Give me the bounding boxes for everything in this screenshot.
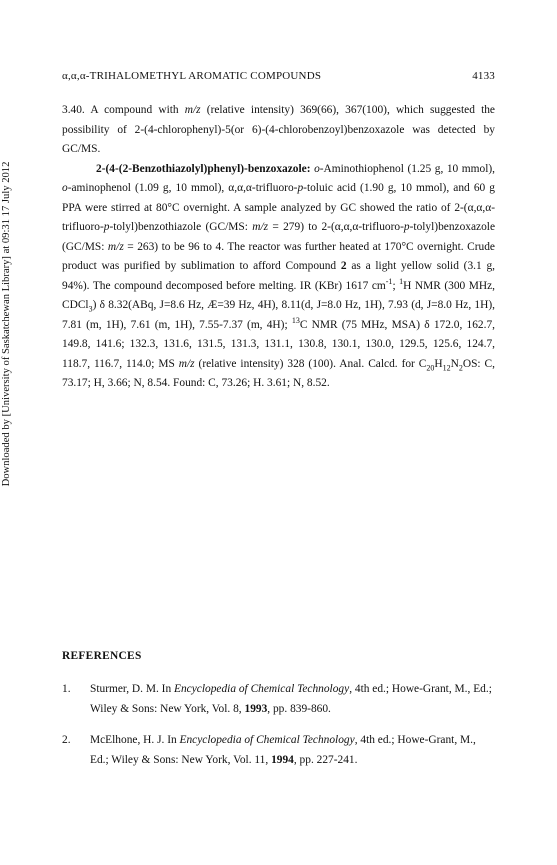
page-number: 4133 <box>472 70 495 82</box>
running-header <box>62 70 495 86</box>
reference-number: 2. <box>62 734 71 746</box>
references-list <box>62 679 495 781</box>
reference-item: 2. McElhone, H. J. In Encyclopedia of Chemical Technology, 4th ed.; Howe-Grant, M., Ed.; Wiley & Sons: New York, Vol. 11, 1994, pp. 227-241. <box>62 730 495 770</box>
reference-item: 1. Sturmer, D. M. In Encyclopedia of Chemical Technology, 4th ed.; Howe-Grant, M., Ed.; Wiley & Sons: New York, Vol. 8, 1993, pp. 839-860. <box>62 679 495 719</box>
paragraph-continued: 3.40. A compound with m/z (relative intensity) 369(66), 367(100), which suggested the possibility of 2-(4-chlorophenyl)-5(or 6)-(4-chlorobenzoyl)benzoxazole was detected by GC/MS. <box>62 104 495 155</box>
compound-name: 2-(4-(2-Benzothiazolyl)phenyl)-benzoxazole: <box>96 162 311 175</box>
reference-number: 1. <box>62 683 71 695</box>
paragraph-compound-2: 2-(4-(2-Benzothiazolyl)phenyl)-benzoxazole: o-Aminothiophenol (1.25 g, 10 mmol), o-aminophenol (1.09 g, 10 mmol), α,α,α-trifluoro-p-toluic acid (1.90 g, 10 mmol), and 60 g PPA were stirred at 80°C overnight. A sample analyzed by GC showed the ratio of 2-(α,α,α-trifluoro-p-tolyl)benzothiazole (GC/MS: m/z = 279) to 2-(α,α,α-trifluoro-p-tolyl)benzoxazole (GC/MS: m/z = 263) to be 96 to 4. The reactor was further heated at 170°C overnight. Crude product was purified by sublimation to afford Compound 2 as a light yellow solid (3.1 g, 94%). The compound decomposed before melting. IR (KBr) 1617 $cm^{-1}$; $^1$H NMR (300 MHz, CDCl$_3$) δ 8.32(ABq, J=8.6 Hz, Æ=39 Hz, 4H), 8.11(d, J=8.0 Hz, 1H), 7.93 (d, J=8.0 Hz, 1H), 7.81 (m, 1H), 7.61 (m, 1H), 7.55-7.37 (m, 4H); $^{13}$C NMR (75 MHz, MSA) δ 172.0, 162.7, 149.8, 141.6; 132.3, 131.6, 131.5, 131.3, 131.1, 130.8, 130.1, 130.0, 129.5, 125.6, 124.7, 118.7, 116.7, 114.0; MS m/z (relative intensity) 328 (100). Anal. Calcd. for $C_{20}H_{12}N_2OS$: C, 73.17; H, 3.66; N, 8.54. Found: C, 73.26; H. 3.61; N, 8.52. <box>62 162 496 389</box>
download-watermark: Downloaded by [University of Saskatchewan Library] at 09:31 17 July 2012 <box>1 161 12 487</box>
references-heading: REFERENCES <box>62 650 142 662</box>
body-text <box>62 101 495 394</box>
running-title: α,α,α-TRIHALOMETHYL AROMATIC COMPOUNDS <box>62 70 322 82</box>
